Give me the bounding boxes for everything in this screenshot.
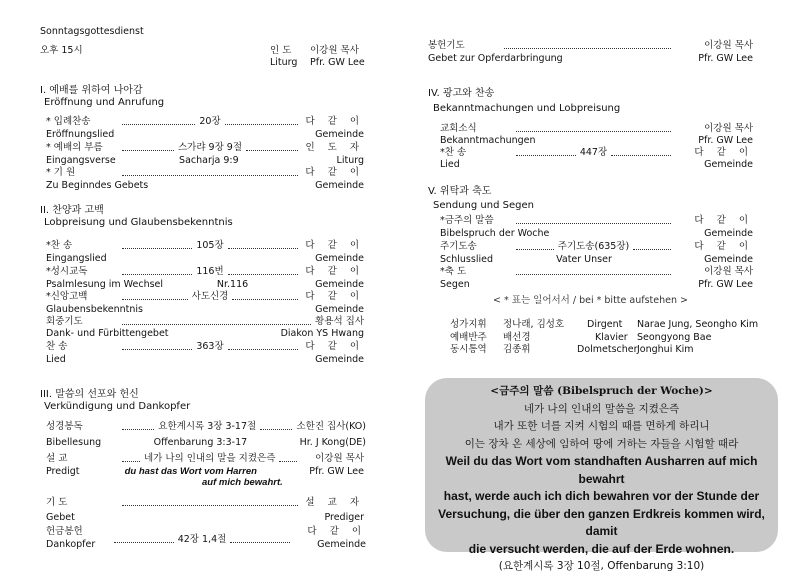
item-de: Eingangslied — [46, 253, 107, 264]
item-performer-ko: 다 같 이 — [305, 341, 364, 352]
item-performer-de: Gemeinde — [315, 180, 364, 191]
order-item-de — [428, 53, 753, 65]
leader — [122, 323, 311, 325]
item-mid: 주기도송(635장) — [557, 241, 630, 252]
item-performer-de: Diakon YS Hwang — [280, 328, 364, 339]
order-item — [428, 40, 753, 52]
order-item-de — [46, 129, 364, 141]
order-item — [46, 316, 364, 328]
item-ko: * 입례찬송 — [46, 116, 91, 127]
order-item — [46, 291, 364, 303]
item-performer-de: Pfr. GW Lee — [698, 53, 753, 64]
section-heading-de: Lobpreisung und Glaubensbekenntnis — [44, 217, 233, 228]
liturgy-role-ko: 인 도 — [270, 45, 292, 56]
item-mid: 42장 1,4절 — [177, 534, 227, 545]
item-de: Eröffnungslied — [46, 129, 115, 140]
leader — [122, 348, 192, 350]
item-de: Zu Beginndes Gebets — [46, 180, 149, 191]
item-performer-ko: 이강원 목사 — [704, 266, 753, 277]
leader — [504, 47, 671, 49]
order-item — [46, 240, 364, 252]
section-heading-de: Eröffnung und Anrufung — [44, 97, 165, 108]
leader — [633, 248, 671, 250]
item-de: Lied — [440, 159, 460, 170]
item-performer-de: Gemeinde — [315, 253, 364, 264]
leader — [611, 154, 671, 156]
item-performer-ko: 소한진 집사(KO) — [296, 421, 366, 432]
sermon-title-de: du hast das Wort vom Harren — [124, 466, 257, 477]
service-time: 오후 15시 — [40, 45, 83, 56]
credit-name-ko: 배선경 — [503, 332, 531, 343]
item-mid: 363장 — [196, 341, 224, 352]
verse-de-line: Weil du das Wort vom standhaften Ausharren auf mich bewahrt — [445, 454, 758, 486]
item-mid: 사도신경 — [191, 291, 229, 302]
leader — [516, 248, 554, 250]
credit-role-ko: 성가지휘 — [450, 319, 487, 330]
sermon-title-de-line2: auf mich bewahrt. — [202, 477, 283, 488]
item-ko: 봉헌기도 — [428, 40, 465, 51]
leader — [122, 428, 154, 430]
item-performer-ko: 다 같 이 — [305, 266, 364, 277]
item-performer-de: Gemeinde — [315, 129, 364, 140]
item-de: Gebet — [46, 512, 75, 523]
order-item-de — [440, 279, 753, 291]
item-ko: 회중기도 — [46, 316, 83, 327]
item-performer-ko: 설 교 자 — [305, 497, 364, 508]
item-mid-de: Sacharja 9:9 — [179, 155, 239, 166]
item-mid: 116번 — [196, 266, 224, 277]
liturgy-role-de: Liturg — [270, 57, 298, 68]
item-de: Predigt — [46, 466, 80, 477]
verse-de-line: hast, werde auch ich dich bewahren vor der Stunde der — [443, 489, 760, 503]
item-de: Segen — [440, 279, 470, 290]
credit-name-de: Jonghui Kim — [637, 344, 694, 355]
leader — [228, 348, 298, 350]
item-ko: 교회소식 — [440, 123, 477, 134]
item-performer-ko: 인 도 자 — [305, 142, 365, 153]
order-item-de — [46, 354, 364, 366]
order-item — [440, 147, 753, 159]
credit-name-de: Seongyong Bae — [637, 332, 712, 343]
item-ko: 찬 송 — [46, 341, 68, 352]
item-performer-de: Prediger — [324, 512, 364, 523]
order-item-de — [46, 279, 364, 291]
section-heading-ko: V. 위탁과 축도 — [428, 186, 492, 197]
item-ko: * 예배의 부름 — [46, 142, 103, 153]
item-performer-ko: 다 같 이 — [305, 240, 364, 251]
item-ko: *찬 송 — [440, 147, 467, 158]
section-heading-de: Sendung und Segen — [433, 200, 534, 211]
item-de: Bekanntmachungen — [440, 135, 536, 146]
item-ko: *신앙고백 — [46, 291, 88, 302]
item-performer-de: Gemeinde — [704, 228, 753, 239]
verse-ko-line: 내가 또한 너를 지켜 시험의 때를 면하게 하리니 — [493, 420, 710, 432]
item-performer-de: Hr. J Kong(DE) — [299, 437, 366, 448]
item-ko: 헌금봉헌 — [46, 526, 83, 537]
item-mid-de: Offenbarung 3:3-17 — [153, 437, 248, 448]
item-mid: 447장 — [579, 147, 608, 158]
verse-de-line: Versuchung, die über den ganzen Erdkreis kommen wird, damit — [438, 506, 765, 538]
order-item — [46, 421, 366, 433]
order-item — [46, 453, 364, 465]
leader — [228, 247, 298, 249]
section-heading-de: Bekanntmachungen und Lobpreisung — [433, 103, 621, 114]
item-ko: *성시교독 — [46, 266, 88, 277]
item-mid: 스가랴 9장 9절 — [178, 142, 243, 153]
credit-name-de: Narae Jung, Seongho Kim — [637, 319, 759, 330]
leader — [122, 174, 298, 176]
weekly-verse-box — [425, 378, 778, 572]
order-item-de — [46, 180, 364, 192]
item-performer-de: Gemeinde — [317, 539, 366, 550]
credit-role-de: Dirgent — [587, 319, 623, 330]
item-mid: 20장 — [199, 116, 221, 127]
verse-ko-line: 네가 나의 인내의 말씀을 지켰은즉 — [523, 402, 680, 415]
order-item — [46, 142, 364, 154]
leader — [232, 298, 298, 300]
order-item-de — [46, 304, 364, 316]
item-performer-ko: 다 같 이 — [305, 167, 364, 178]
item-performer-ko: 이강원 목사 — [704, 40, 753, 51]
item-ko: *금주의 말씀 — [440, 215, 494, 226]
item-performer-ko: 황용석 집사 — [315, 316, 364, 327]
credit-role-de: Klavier — [595, 332, 628, 343]
item-performer-de: Liturg — [336, 155, 364, 166]
leader — [122, 504, 298, 506]
order-item — [46, 341, 364, 353]
item-mid: 네가 나의 인내의 말을 지켰은즉 — [144, 453, 276, 464]
leader — [516, 130, 671, 132]
order-item — [440, 215, 753, 227]
item-ko: 설 교 — [46, 453, 68, 464]
leader — [122, 247, 192, 249]
order-item-de — [46, 155, 364, 167]
verse-ko-line: 이는 장차 온 세상에 임하여 땅에 거하는 자들을 시험할 때라 — [464, 437, 739, 450]
section-heading-ko: I. 예배를 위하여 나아감 — [40, 85, 143, 96]
item-performer-de: Gemeinde — [315, 279, 364, 290]
item-performer-de: Gemeinde — [704, 159, 753, 170]
item-de: Bibelspruch der Woche — [440, 228, 550, 239]
item-ko: 주기도송 — [440, 241, 477, 252]
leader — [230, 541, 290, 543]
order-item — [46, 266, 364, 278]
item-performer-ko: 다 같 이 — [305, 291, 364, 302]
verse-de-line: die versucht werden, die auf der Erde wohnen. — [468, 541, 735, 556]
order-item-de — [440, 159, 753, 171]
section-heading-ko: III. 말씀의 선포와 헌신 — [40, 389, 139, 400]
order-item-de — [440, 228, 753, 240]
leader — [246, 149, 298, 151]
leader — [516, 273, 671, 275]
item-de: Dankopfer — [46, 539, 96, 550]
credit-role-ko: 동시통역 — [450, 344, 487, 355]
leader — [516, 154, 576, 156]
verse-reference: (요한계시록 3장 10절, Offenbarung 3:10) — [498, 560, 705, 572]
section-heading-ko: IV. 광고와 찬송 — [428, 88, 495, 99]
item-de: Gebet zur Opferdarbringung — [428, 53, 563, 64]
item-mid-de: Nr.116 — [216, 279, 249, 290]
item-de: Dank- und Fürbittengebet — [46, 328, 169, 339]
order-item-de — [440, 254, 753, 266]
order-item — [46, 497, 364, 509]
item-mid: 105장 — [196, 240, 224, 251]
order-item-de — [46, 253, 364, 265]
order-item-de — [440, 135, 753, 147]
item-mid: 요한계시록 3장 3-17절 — [158, 421, 257, 432]
leader — [225, 123, 298, 125]
item-de: Bibellesung — [46, 437, 102, 448]
item-performer-ko: 다 같 이 — [694, 215, 753, 226]
item-performer-ko: 이강원 목사 — [704, 123, 753, 134]
item-performer-ko: 다 같 이 — [694, 241, 753, 252]
item-performer-ko: 이강원 목사 — [315, 453, 364, 464]
order-item — [440, 241, 753, 253]
item-de: Eingangsverse — [46, 155, 116, 166]
item-performer-de: Pfr. GW Lee — [698, 135, 753, 146]
order-item-de — [46, 328, 364, 340]
credit-role-de: Dolmetscher — [577, 344, 638, 355]
item-performer-ko: 다 같 이 — [307, 526, 366, 537]
item-performer-de: Gemeinde — [315, 354, 364, 365]
item-performer-de: Pfr. GW Lee — [698, 279, 753, 290]
item-performer-de: Pfr. GW Lee — [309, 466, 364, 477]
item-performer-de: Gemeinde — [704, 254, 753, 265]
order-item — [110, 534, 294, 546]
credit-role-ko: 예배반주 — [450, 332, 487, 343]
leader — [516, 222, 671, 224]
liturgy-name-ko: 이강원 목사 — [310, 45, 359, 56]
page-title: Sonntagsgottesdienst — [40, 26, 144, 37]
leader — [114, 541, 174, 543]
leader — [279, 460, 297, 462]
leader — [228, 273, 298, 275]
item-mid-de: Vater Unser — [556, 254, 612, 265]
section-heading-de: Verkündigung und Dankopfer — [44, 401, 191, 412]
credit-name-ko: 정나래, 김성호 — [503, 319, 565, 330]
leader — [122, 123, 195, 125]
item-performer-ko: 다 같 이 — [694, 147, 753, 158]
order-item-de — [46, 512, 364, 524]
leader — [122, 149, 174, 151]
section-heading-ko: II. 찬양과 고백 — [40, 205, 104, 216]
order-item — [46, 167, 364, 179]
item-ko: * 기 원 — [46, 167, 76, 178]
leader — [122, 298, 188, 300]
liturgy-name-de: Pfr. GW Lee — [310, 57, 365, 68]
verse-title: <금주의 말씀 (Bibelspruch der Woche)> — [490, 385, 713, 397]
item-performer-de: Gemeinde — [315, 304, 364, 315]
order-item-de — [46, 437, 366, 449]
leader — [122, 273, 192, 275]
leader — [122, 460, 140, 462]
credit-name-ko: 김종휘 — [503, 344, 531, 355]
order-item — [46, 116, 364, 128]
item-de: Glaubensbekenntnis — [46, 304, 143, 315]
item-de: Lied — [46, 354, 66, 365]
item-ko: 성경봉독 — [46, 421, 83, 432]
item-ko: *찬 송 — [46, 240, 73, 251]
item-ko: 기 도 — [46, 497, 68, 508]
item-de: Psalmlesung im Wechsel — [46, 279, 164, 290]
order-item — [440, 266, 753, 278]
item-performer-ko: 다 같 이 — [305, 116, 365, 127]
item-ko: *축 도 — [440, 266, 467, 277]
standing-note: < * 표는 일어서서 / bei * bitte aufstehen > — [493, 295, 688, 306]
leader — [260, 428, 292, 430]
order-item — [440, 123, 753, 135]
item-de: Schlusslied — [440, 254, 493, 265]
